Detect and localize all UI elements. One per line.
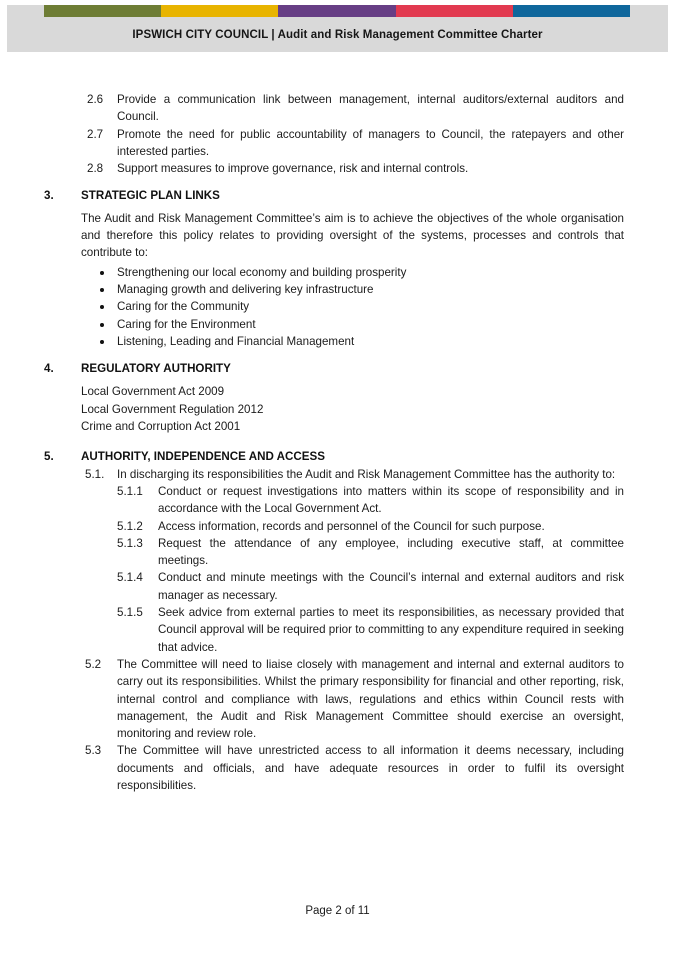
bar-segment-green [44,5,161,17]
bullet-icon [100,340,104,344]
item-number: 5.3 [85,744,102,758]
section-number: 4. [44,362,54,376]
regulatory-acts-list [81,383,624,435]
bullet-item [100,264,624,281]
bullet-icon [100,323,104,327]
bullet-text: Caring for the Environment [117,317,256,331]
bar-segment-gold [161,5,278,17]
bar-segment-red [396,5,513,17]
bullet-icon [100,288,104,292]
item-number: 2.6 [87,93,104,106]
section-title: AUTHORITY, INDEPENDENCE AND ACCESS [81,450,325,464]
section-title: REGULATORY AUTHORITY [81,362,231,376]
bullet-text: Strengthening our local economy and building prosperity [117,265,407,279]
list-item-2-7 [87,126,624,161]
bar-segment-blue [513,5,630,17]
item-number: 5.1.2 [117,519,143,533]
list-item-5-1-4 [117,569,624,604]
act-line: Crime and Corruption Act 2001 [81,420,241,434]
list-item-5-1-5 [117,604,624,656]
item-text: Support measures to improve governance, risk and internal controls. [117,162,469,176]
item-text: In discharging its responsibilities the Audit and Risk Management Committee has the authority to: [117,467,616,481]
item-number: 2.8 [87,162,104,176]
strategic-plan-bullet-list [100,264,624,350]
bullet-text: Listening, Leading and Financial Management [117,334,355,348]
list-item-5-1-1 [117,483,624,518]
list-item-5-2 [85,656,624,742]
item-number: 2.7 [87,127,104,141]
bullet-text: Managing growth and delivering key infrastructure [117,282,374,296]
list-item-5-3 [85,742,624,794]
item-number: 5.1.4 [117,571,143,585]
item-number: 5.1.1 [117,484,143,498]
item-text: Request the attendance of any employee, including executive staff, at committee meetings. [158,536,624,568]
list-item-2-8 [87,160,624,177]
document-title: IPSWICH CITY COUNCIL | Audit and Risk Management Committee Charter [132,28,543,41]
bullet-item [100,281,624,298]
item-number: 5.1. [85,467,105,481]
section-heading-4 [44,360,624,377]
item-number: 5.1.5 [117,606,143,620]
bullet-item [100,298,624,315]
act-line: Local Government Regulation 2012 [81,402,264,416]
list-item-5-1 [85,466,624,483]
item-number: 5.2 [85,657,102,671]
section-number: 3. [44,189,54,203]
item-text: Conduct or request investigations into matters within its scope of responsibility and in accordance with the Local Government Act. [158,484,624,516]
item-text: Provide a communication link between management, internal auditors/external auditors and Council. [117,93,624,124]
page-number: Page 2 of 11 [305,905,370,917]
item-number: 5.1.3 [117,536,143,550]
section-number: 5. [44,450,54,464]
section-heading-3 [44,187,624,204]
section-3-intro: The Audit and Risk Management Committee’s aim is to achieve the objectives of the whole organisation and therefore this policy relates to providing oversight of the systems, processes and controls that contribute to: [81,211,624,260]
list-item-5-1-2 [117,518,624,535]
item-text: The Committee will need to liaise closely with management and internal and external auditors to carry out its responsibilities. Whilst the primary responsibility for financial and other reporting, risk, internal control and compliance with laws, regulations and ethics within Council rests with management, the Audit and Risk Management Committee should exercise an oversight, monitoring and review role. [117,657,624,741]
bullet-icon [100,271,104,275]
item-text: Seek advice from external parties to meet its responsibilities, as necessary provided that Council approval will be required prior to committing to any expenditure required in seeking that advice. [158,606,624,654]
list-item-2-6 [87,91,624,126]
item-text: Promote the need for public accountability of managers to Council, the ratepayers and other interested parties. [117,127,624,158]
item-text: Access information, records and personnel of the Council for such purpose. [158,519,545,533]
item-text: Conduct and minute meetings with the Council’s internal and external auditors and risk manager as necessary. [158,571,624,602]
header-color-bars [44,5,630,17]
act-line: Local Government Act 2009 [81,385,225,399]
bullet-item [100,333,624,350]
item-text: The Committee will have unrestricted access to all information it deems necessary, including documents and officials, and have adequate resources in order to fulfil its oversight responsibilities. [117,744,624,792]
bullet-icon [100,305,104,309]
bar-segment-purple [278,5,395,17]
section-heading-5 [44,448,624,465]
bullet-text: Caring for the Community [117,300,250,314]
page-header-band [7,5,668,52]
section-title: STRATEGIC PLAN LINKS [81,189,220,203]
list-item-5-1-3 [117,535,624,570]
bullet-item [100,316,624,333]
document-body [0,91,675,794]
